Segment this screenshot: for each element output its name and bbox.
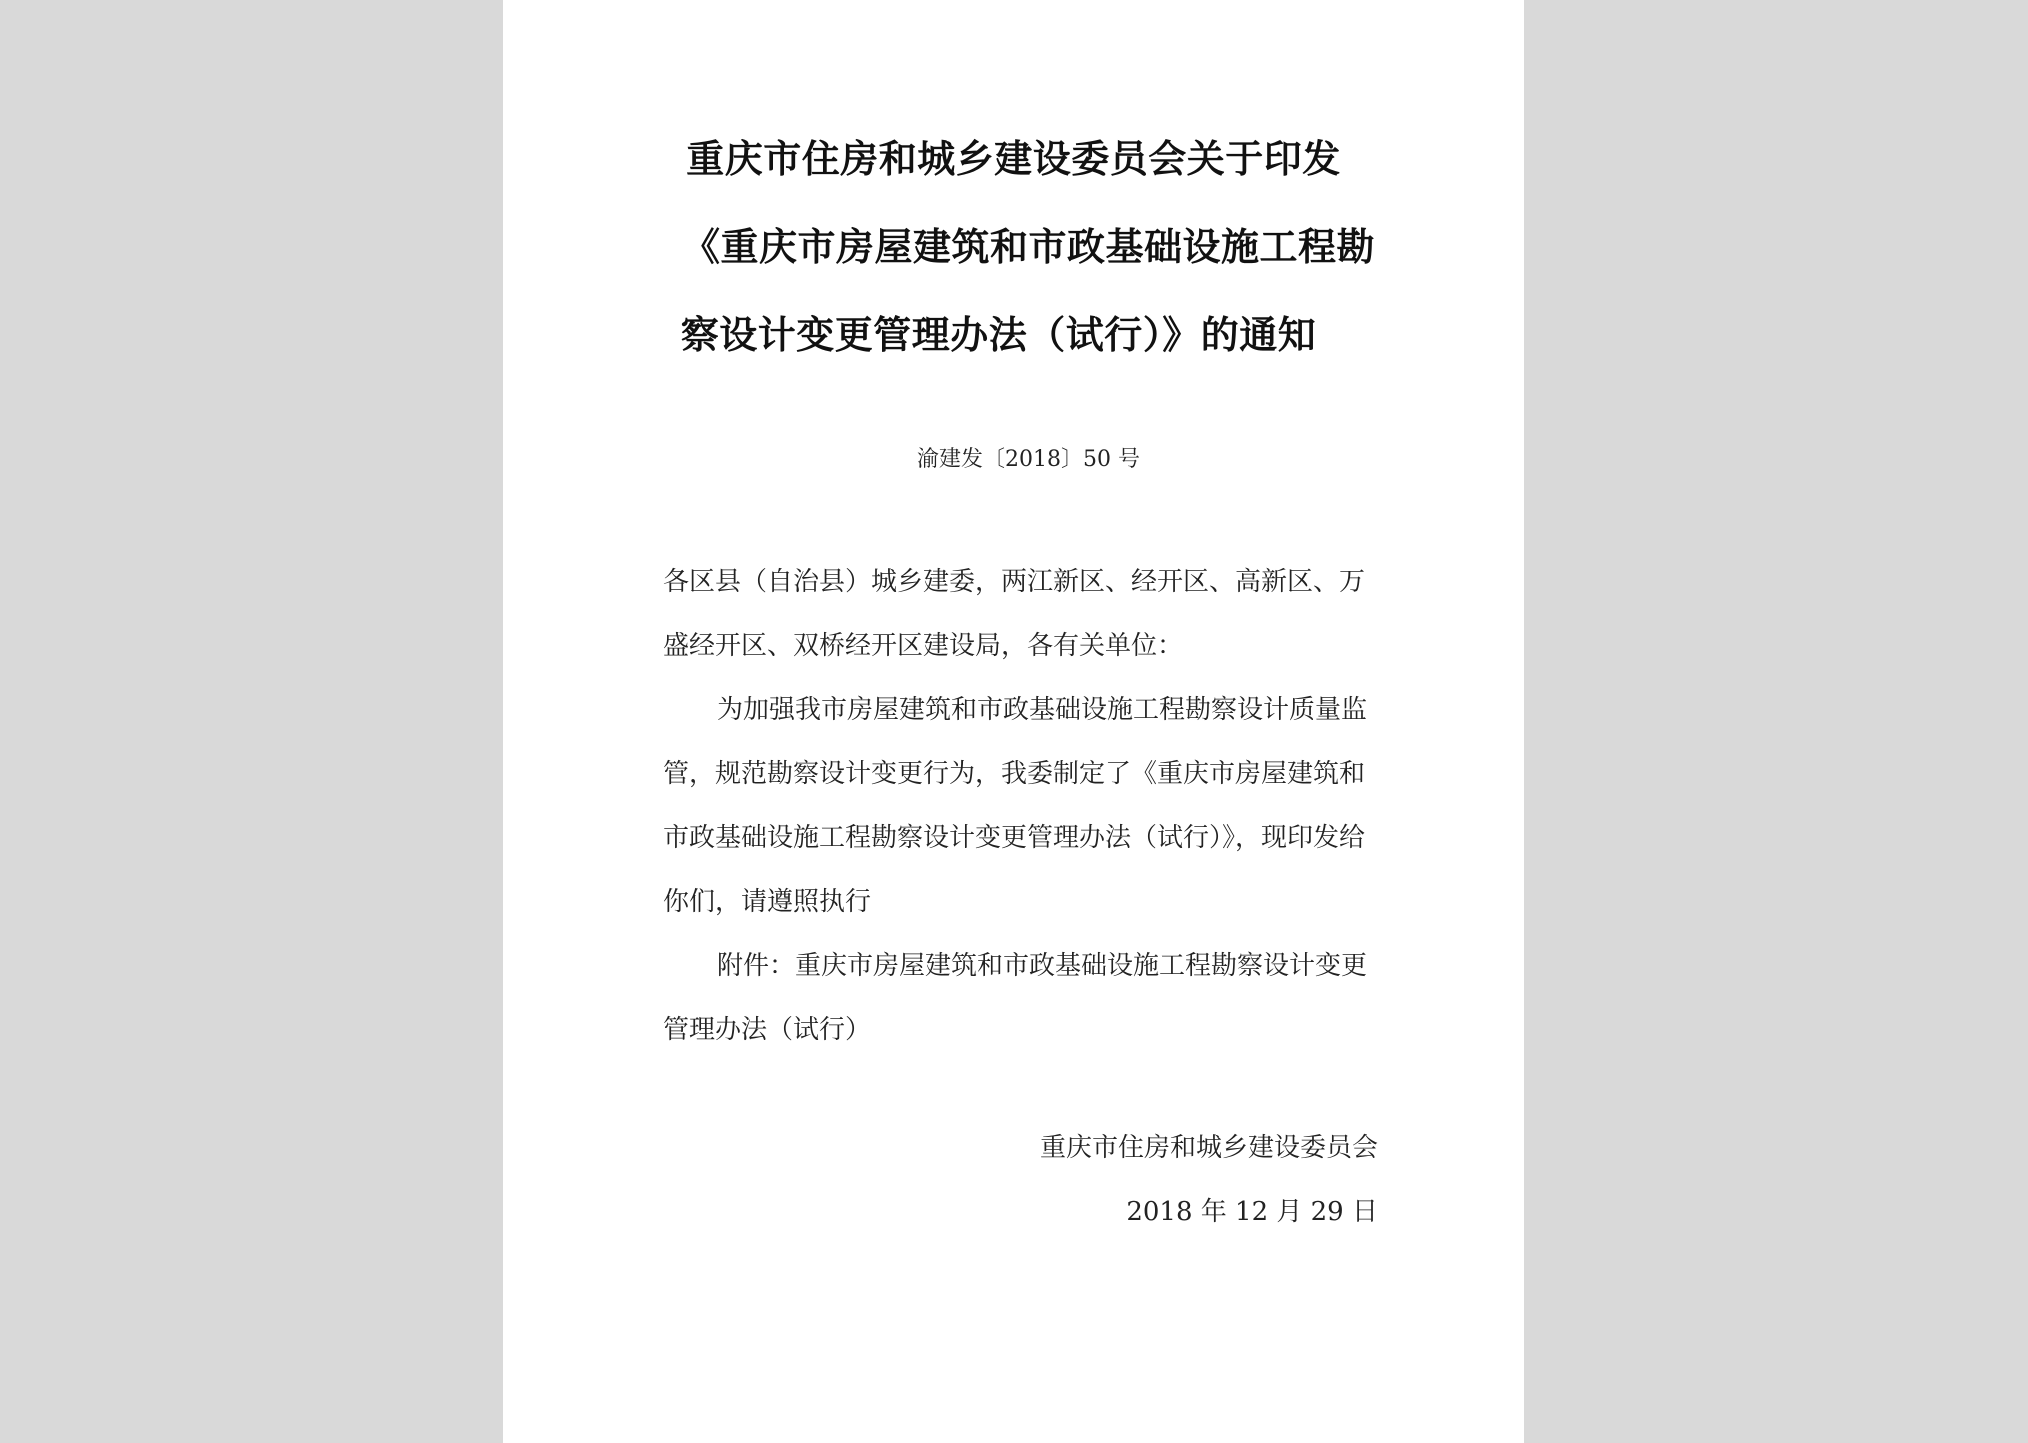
document-title	[503, 115, 1524, 379]
addressee-paragraph: 各区县（自治县）城乡建委，两江新区、经开区、高新区、万盛经开区、双桥经开区建设局，各有关单位：	[663, 567, 1366, 661]
issuer-name: 重庆市住房和城乡建设委员会	[1039, 1133, 1378, 1163]
document-page	[503, 0, 1524, 1443]
title-line-3: 察设计变更管理办法（试行）》的通知	[680, 312, 1317, 357]
signature-block	[1040, 1116, 1378, 1244]
issue-date: 2018 年 12 月 29 日	[1126, 1197, 1378, 1227]
document-body	[663, 550, 1381, 1062]
attachment-paragraph: 附件：重庆市房屋建筑和市政基础设施工程勘察设计变更管理办法（试行）	[663, 951, 1368, 1045]
main-paragraph: 为加强我市房屋建筑和市政基础设施工程勘察设计质量监管，规范勘察设计变更行为，我委制定了《重庆市房屋建筑和市政基础设施工程勘察设计变更管理办法（试行）》，现印发给你们，请遵照执行	[663, 695, 1368, 917]
title-line-2: 《重庆市房屋建筑和市政基础设施工程勘	[681, 224, 1375, 269]
document-number: 渝建发〔2018〕50 号	[917, 447, 1140, 472]
title-line-1: 重庆市住房和城乡建设委员会关于印发	[686, 136, 1341, 181]
